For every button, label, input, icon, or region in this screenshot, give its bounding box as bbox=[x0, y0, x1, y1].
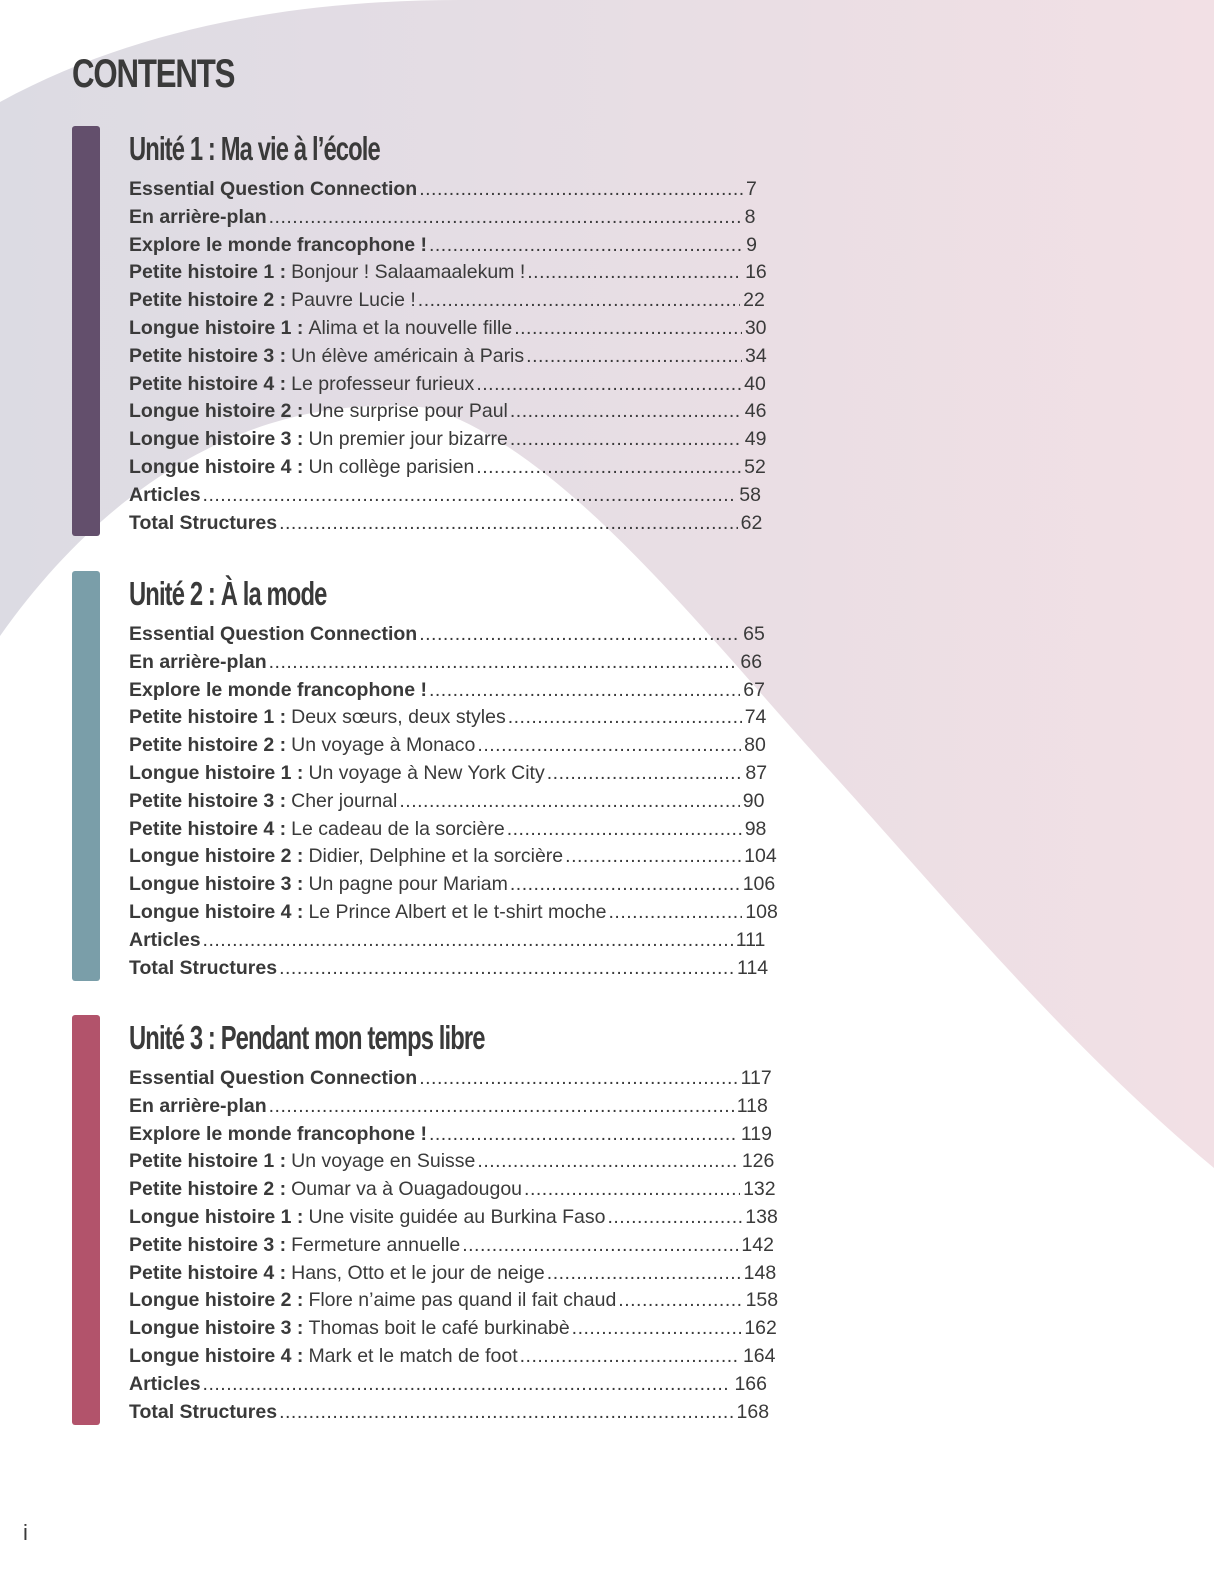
toc-entry[interactable] bbox=[129, 1371, 767, 1399]
toc-entry-label: Petite histoire 3 : bbox=[129, 789, 287, 812]
dot-leader bbox=[418, 287, 740, 315]
toc-entry[interactable] bbox=[129, 704, 767, 732]
toc-entry[interactable] bbox=[129, 899, 778, 927]
dot-leader bbox=[618, 1287, 742, 1315]
toc-entry-page: 30 bbox=[744, 316, 767, 339]
dot-leader bbox=[399, 788, 739, 816]
toc-entry-label: Longue histoire 4 : bbox=[129, 455, 304, 478]
dot-leader bbox=[476, 371, 741, 399]
toc-entry[interactable] bbox=[129, 732, 766, 760]
toc-entry-page: 52 bbox=[744, 455, 766, 478]
dot-leader bbox=[524, 1176, 740, 1204]
toc-entry-label: Articles bbox=[129, 928, 201, 951]
toc-entry-page: 158 bbox=[745, 1289, 779, 1312]
unit-entries bbox=[129, 176, 767, 537]
page-title: CONTENTS bbox=[72, 52, 235, 96]
dot-leader bbox=[429, 677, 740, 705]
unit-entries bbox=[129, 1065, 779, 1426]
toc-entry[interactable] bbox=[129, 1204, 778, 1232]
toc-entry-page: 118 bbox=[736, 1094, 768, 1117]
toc-entry-title: Bonjour ! Salaamaalekum ! bbox=[291, 261, 526, 284]
toc-entry-label: Petite histoire 1 : bbox=[129, 1150, 287, 1173]
toc-entry[interactable] bbox=[129, 649, 763, 677]
toc-entry-title: Didier, Delphine et la sorcière bbox=[308, 845, 564, 868]
toc-entry-page: 119 bbox=[740, 1122, 772, 1145]
toc-entry-page: 67 bbox=[743, 678, 765, 701]
toc-entry-label: Articles bbox=[129, 483, 201, 506]
toc-entry[interactable] bbox=[129, 1287, 779, 1315]
toc-entry-page: 138 bbox=[745, 1205, 778, 1228]
toc-entry-label: Longue histoire 1 : bbox=[129, 1205, 304, 1228]
toc-entry[interactable] bbox=[129, 1093, 768, 1121]
toc-entry-label: Longue histoire 1 : bbox=[129, 761, 304, 784]
toc-entry-page: 80 bbox=[744, 734, 766, 757]
toc-entry[interactable] bbox=[129, 816, 767, 844]
toc-entry-page: 66 bbox=[740, 650, 763, 673]
unit-section bbox=[72, 1015, 779, 1425]
toc-entry-label: Total Structures bbox=[129, 1400, 278, 1423]
toc-entry-label: Longue histoire 4 : bbox=[129, 900, 304, 923]
toc-entry[interactable] bbox=[129, 1065, 772, 1093]
toc-entry[interactable] bbox=[129, 1121, 772, 1149]
toc-entry[interactable] bbox=[129, 1176, 776, 1204]
toc-entry-label: Petite histoire 4 : bbox=[129, 1261, 287, 1284]
toc-entry-page: 114 bbox=[737, 956, 769, 979]
toc-entry-page: 148 bbox=[743, 1261, 777, 1284]
dot-leader bbox=[419, 621, 740, 649]
toc-entry[interactable] bbox=[129, 1232, 774, 1260]
page-folio: i bbox=[23, 1520, 28, 1545]
toc-entry-label: Total Structures bbox=[129, 956, 278, 979]
toc-entry-title: Oumar va à Ouagadougou bbox=[291, 1178, 523, 1201]
toc-entry-page: 58 bbox=[739, 483, 761, 506]
toc-entry-title: Un élève américain à Paris bbox=[291, 344, 525, 367]
toc-entry[interactable] bbox=[129, 1260, 777, 1288]
dot-leader bbox=[510, 871, 740, 899]
toc-entry[interactable] bbox=[129, 1343, 776, 1371]
toc-entry-label: En arrière-plan bbox=[129, 205, 267, 228]
toc-entry[interactable] bbox=[129, 955, 769, 983]
toc-entry[interactable] bbox=[129, 315, 767, 343]
dot-leader bbox=[477, 732, 741, 760]
toc-entry-label: Longue histoire 2 : bbox=[129, 400, 304, 423]
dot-leader bbox=[429, 1121, 738, 1149]
dot-leader bbox=[429, 232, 743, 260]
toc-entry-label: Petite histoire 1 : bbox=[129, 261, 287, 284]
toc-entry-page: 104 bbox=[744, 845, 777, 868]
unit-color-bar bbox=[72, 1015, 100, 1425]
toc-entry-page: 98 bbox=[744, 817, 767, 840]
toc-entry-page: 8 bbox=[744, 205, 756, 228]
toc-entry-label: Longue histoire 4 : bbox=[129, 1344, 304, 1367]
toc-entry-title: Flore n’aime pas quand il fait chaud bbox=[308, 1289, 617, 1312]
toc-entry[interactable] bbox=[129, 259, 767, 287]
dot-leader bbox=[526, 343, 742, 371]
toc-entry-label: Total Structures bbox=[129, 511, 278, 534]
dot-leader bbox=[547, 760, 743, 788]
unit-color-bar bbox=[72, 126, 100, 536]
unit-entries bbox=[129, 621, 778, 982]
toc-entry-page: 164 bbox=[742, 1344, 776, 1367]
toc-entry[interactable] bbox=[129, 843, 777, 871]
dot-leader bbox=[203, 927, 733, 955]
dot-leader bbox=[419, 176, 743, 204]
toc-entry-label: Explore le monde francophone ! bbox=[129, 1122, 427, 1145]
toc-entry-page: 34 bbox=[745, 344, 767, 367]
toc-entry-page: 49 bbox=[744, 428, 767, 451]
toc-entry[interactable] bbox=[129, 343, 767, 371]
toc-entry-label: Petite histoire 2 : bbox=[129, 734, 287, 757]
toc-entry-page: 117 bbox=[740, 1067, 772, 1089]
toc-entry[interactable] bbox=[129, 426, 767, 454]
unit-section bbox=[72, 126, 772, 536]
toc-entry-page: 46 bbox=[744, 400, 767, 423]
toc-entry-page: 74 bbox=[744, 706, 767, 729]
toc-entry[interactable] bbox=[129, 371, 766, 399]
toc-entry-title: Le Prince Albert et le t-shirt moche bbox=[308, 900, 607, 923]
dot-leader bbox=[520, 1343, 740, 1371]
toc-entry-label: Petite histoire 3 : bbox=[129, 344, 287, 367]
toc-entry-label: Longue histoire 1 : bbox=[129, 316, 304, 339]
dot-leader bbox=[462, 1232, 738, 1260]
toc-entry[interactable] bbox=[129, 788, 765, 816]
toc-entry[interactable] bbox=[129, 510, 763, 538]
toc-entry[interactable] bbox=[129, 1399, 770, 1427]
dot-leader bbox=[565, 843, 741, 871]
toc-entry-page: 111 bbox=[735, 928, 766, 951]
toc-entry-label: Longue histoire 3 : bbox=[129, 873, 304, 896]
toc-entry-title: Le cadeau de la sorcière bbox=[291, 817, 505, 840]
toc-entry-label: Explore le monde francophone ! bbox=[129, 233, 427, 256]
toc-entry-label: Petite histoire 2 : bbox=[129, 1178, 287, 1201]
dot-leader bbox=[527, 259, 742, 287]
toc-entry[interactable] bbox=[129, 927, 766, 955]
toc-entry-label: Longue histoire 2 : bbox=[129, 1289, 304, 1312]
toc-entry-page: 87 bbox=[745, 761, 768, 784]
toc-entry[interactable] bbox=[129, 204, 756, 232]
toc-entry-page: 126 bbox=[741, 1150, 775, 1173]
toc-entry-label: Longue histoire 2 : bbox=[129, 845, 304, 868]
toc-entry-label: Essential Question Connection bbox=[129, 178, 418, 200]
unit-title: Unité 1 : Ma vie à l’école bbox=[129, 130, 380, 167]
toc-entry-page: 142 bbox=[741, 1233, 774, 1256]
toc-entry-title: Pauvre Lucie ! bbox=[291, 289, 416, 312]
dot-leader bbox=[203, 482, 737, 510]
dot-leader bbox=[279, 510, 738, 538]
unit-section bbox=[72, 571, 778, 981]
toc-entry-page: 62 bbox=[740, 511, 763, 534]
toc-entry-title: Le professeur furieux bbox=[291, 372, 475, 395]
dot-leader bbox=[510, 398, 742, 426]
toc-entry-title: Thomas boit le café burkinabè bbox=[308, 1317, 570, 1340]
toc-entry[interactable] bbox=[129, 454, 766, 482]
toc-entry-title: Deux sœurs, deux styles bbox=[291, 706, 506, 729]
toc-entry-label: Petite histoire 3 : bbox=[129, 1233, 287, 1256]
toc-entry-title: Un voyage en Suisse bbox=[291, 1150, 476, 1173]
dot-leader bbox=[279, 1399, 733, 1427]
dot-leader bbox=[269, 1093, 734, 1121]
toc-entry-page: 40 bbox=[744, 372, 766, 395]
toc-entry-title: Fermeture annuelle bbox=[291, 1233, 461, 1256]
unit-color-bar bbox=[72, 571, 100, 981]
toc-entry-title: Alima et la nouvelle fille bbox=[308, 316, 513, 339]
toc-entry-title: Un collège parisien bbox=[308, 455, 475, 478]
unit-title: Unité 2 : À la mode bbox=[129, 575, 327, 612]
toc-entry-page: 162 bbox=[744, 1317, 777, 1340]
toc-entry[interactable] bbox=[129, 621, 765, 649]
dot-leader bbox=[514, 315, 742, 343]
toc-entry-page: 7 bbox=[746, 178, 757, 200]
toc-entry[interactable] bbox=[129, 677, 765, 705]
toc-entry-label: En arrière-plan bbox=[129, 1094, 267, 1117]
dot-leader bbox=[269, 204, 742, 232]
toc-entry-title: Mark et le match de foot bbox=[308, 1344, 518, 1367]
toc-entry[interactable] bbox=[129, 176, 757, 204]
toc-entry-title: Un premier jour bizarre bbox=[308, 428, 508, 451]
toc-entry[interactable] bbox=[129, 871, 776, 899]
toc-entry-page: 132 bbox=[743, 1178, 776, 1201]
dot-leader bbox=[607, 1204, 742, 1232]
dot-leader bbox=[477, 1148, 738, 1176]
unit-title: Unité 3 : Pendant mon temps libre bbox=[129, 1019, 485, 1056]
toc-entry-label: Petite histoire 2 : bbox=[129, 289, 287, 312]
toc-entry-title: Un voyage à Monaco bbox=[291, 734, 476, 757]
toc-entry-label: Articles bbox=[129, 1372, 201, 1395]
toc-entry-label: En arrière-plan bbox=[129, 650, 267, 673]
dot-leader bbox=[609, 899, 743, 927]
dot-leader bbox=[572, 1315, 742, 1343]
dot-leader bbox=[507, 816, 742, 844]
dot-leader bbox=[269, 649, 738, 677]
toc-entry-label: Petite histoire 1 : bbox=[129, 706, 287, 729]
toc-entry-page: 166 bbox=[734, 1372, 767, 1395]
toc-entry-label: Essential Question Connection bbox=[129, 1067, 418, 1089]
toc-entry[interactable] bbox=[129, 398, 767, 426]
dot-leader bbox=[510, 426, 742, 454]
dot-leader bbox=[547, 1260, 741, 1288]
toc-entry-label: Explore le monde francophone ! bbox=[129, 678, 427, 701]
toc-entry-title: Une surprise pour Paul bbox=[308, 400, 508, 423]
toc-entry-label: Longue histoire 3 : bbox=[129, 428, 304, 451]
toc-entry-label: Essential Question Connection bbox=[129, 623, 418, 645]
toc-entry-page: 168 bbox=[736, 1400, 770, 1423]
toc-entry-page: 9 bbox=[746, 233, 757, 256]
toc-entry-title: Un voyage à New York City bbox=[308, 761, 545, 784]
toc-entry-page: 90 bbox=[742, 789, 765, 812]
toc-entry[interactable] bbox=[129, 232, 757, 260]
toc-entry-title: Hans, Otto et le jour de neige bbox=[291, 1261, 545, 1284]
dot-leader bbox=[203, 1371, 732, 1399]
toc-entry[interactable] bbox=[129, 287, 765, 315]
dot-leader bbox=[279, 955, 734, 983]
dot-leader bbox=[508, 704, 742, 732]
toc-entry-title: Cher journal bbox=[291, 789, 398, 812]
toc-entry-page: 16 bbox=[745, 261, 767, 284]
toc-entry-label: Petite histoire 4 : bbox=[129, 372, 287, 395]
toc-entry-page: 22 bbox=[743, 289, 765, 312]
toc-entry[interactable] bbox=[129, 760, 768, 788]
dot-leader bbox=[476, 454, 741, 482]
toc-entry[interactable] bbox=[129, 482, 761, 510]
toc-entry[interactable] bbox=[129, 1148, 775, 1176]
toc-entry-page: 106 bbox=[742, 873, 776, 896]
toc-entry[interactable] bbox=[129, 1315, 777, 1343]
dot-leader bbox=[419, 1065, 737, 1093]
toc-entry-page: 65 bbox=[743, 623, 765, 645]
toc-entry-title: Un pagne pour Mariam bbox=[308, 873, 508, 896]
toc-entry-label: Petite histoire 4 : bbox=[129, 817, 287, 840]
toc-entry-title: Une visite guidée au Burkina Faso bbox=[308, 1205, 606, 1228]
toc-entry-label: Longue histoire 3 : bbox=[129, 1317, 304, 1340]
toc-entry-page: 108 bbox=[745, 900, 778, 923]
